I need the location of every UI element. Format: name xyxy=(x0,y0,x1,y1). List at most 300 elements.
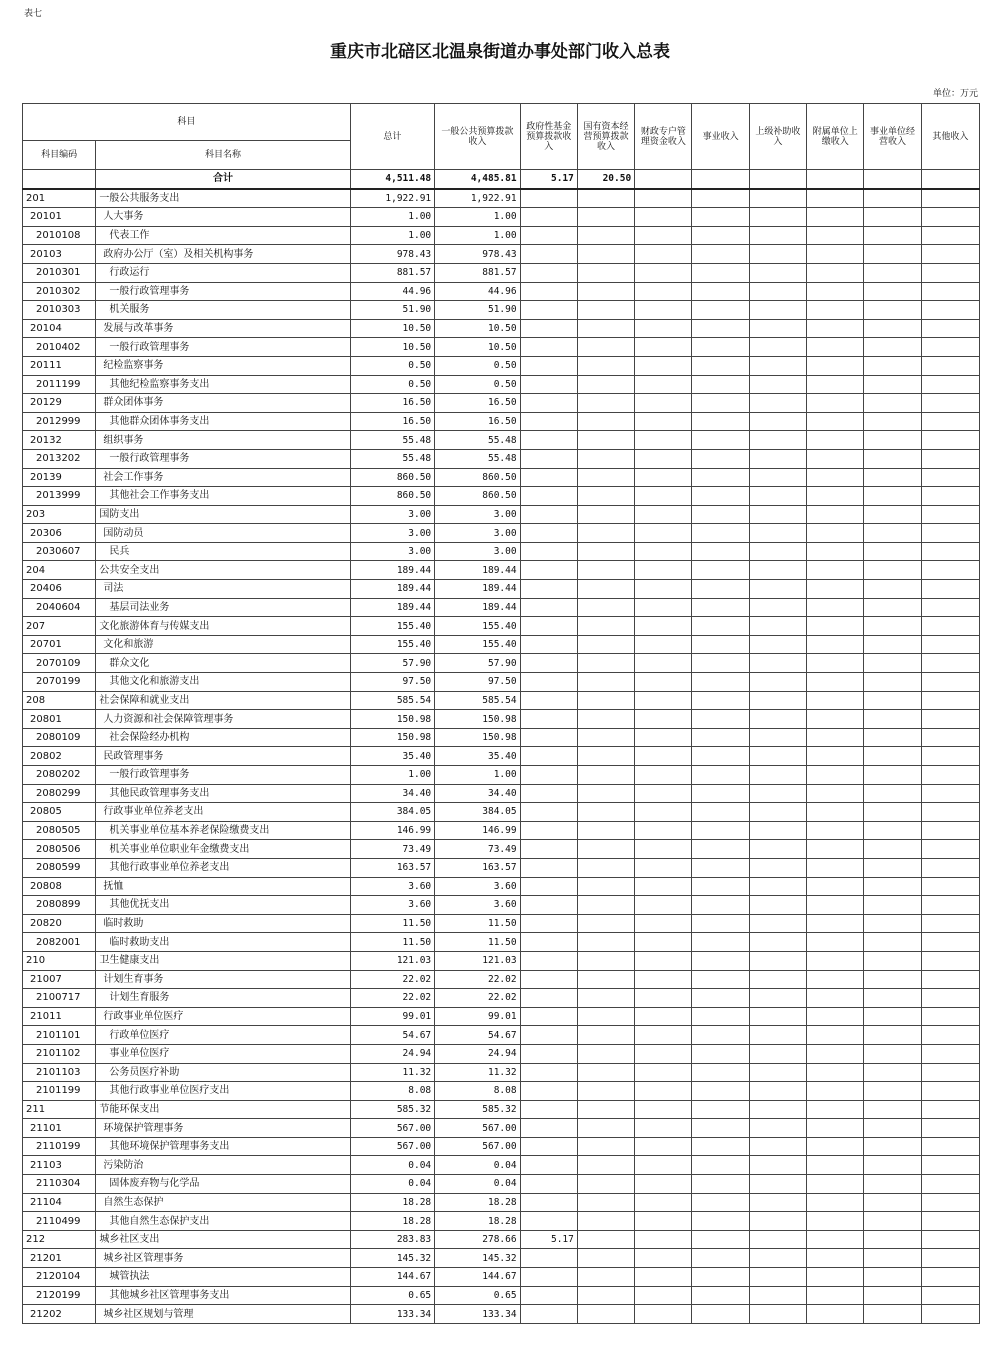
table-row xyxy=(23,728,980,747)
empty-cell xyxy=(577,914,634,933)
empty-cell xyxy=(807,431,864,450)
empty-cell xyxy=(749,933,806,952)
general-budget-cell: 22.02 xyxy=(435,989,520,1008)
total-cell: 283.83 xyxy=(350,1230,434,1249)
total-cell: 189.44 xyxy=(350,598,434,617)
empty-cell xyxy=(577,226,634,245)
subject-code-cell: 20103 xyxy=(23,245,96,264)
subject-name-cell: 民兵 xyxy=(96,542,350,561)
subject-name-cell: 计划生育服务 xyxy=(96,989,350,1008)
empty-cell xyxy=(807,747,864,766)
subject-name-cell: 国防动员 xyxy=(96,524,350,543)
empty-cell xyxy=(749,1268,806,1287)
table-row xyxy=(23,561,980,580)
empty-cell xyxy=(807,728,864,747)
gov-fund-cell xyxy=(520,654,577,673)
total-cell: 133.34 xyxy=(350,1305,434,1324)
general-budget-cell: 73.49 xyxy=(435,840,520,859)
general-budget-cell: 0.65 xyxy=(435,1286,520,1305)
empty-cell xyxy=(577,356,634,375)
empty-cell xyxy=(807,1137,864,1156)
subject-code-cell: 20808 xyxy=(23,877,96,896)
header-state-capital: 国有资本经营预算拨款收入 xyxy=(577,104,634,170)
page-title: 重庆市北碚区北温泉街道办事处部门收入总表 xyxy=(330,42,670,62)
empty-cell xyxy=(864,728,921,747)
empty-cell xyxy=(635,858,692,877)
subject-name-cell: 纪检监察事务 xyxy=(96,356,350,375)
empty-cell xyxy=(692,338,749,357)
total-cell: 1.00 xyxy=(350,208,434,227)
empty-cell xyxy=(864,356,921,375)
general-budget-cell: 10.50 xyxy=(435,338,520,357)
total-cell: 0.04 xyxy=(350,1175,434,1194)
empty-cell xyxy=(864,914,921,933)
empty-cell xyxy=(921,1249,979,1268)
empty-cell xyxy=(577,1212,634,1231)
table-row xyxy=(23,951,980,970)
empty-cell xyxy=(577,673,634,692)
empty-cell xyxy=(864,858,921,877)
empty-cell xyxy=(635,747,692,766)
empty-cell xyxy=(635,691,692,710)
empty-cell xyxy=(635,412,692,431)
gov-fund-cell xyxy=(520,951,577,970)
general-budget-cell: 57.90 xyxy=(435,654,520,673)
general-budget-cell: 11.50 xyxy=(435,914,520,933)
general-budget-cell: 0.50 xyxy=(435,356,520,375)
empty-cell xyxy=(749,970,806,989)
subject-name-cell: 代表工作 xyxy=(96,226,350,245)
subject-name-cell: 节能环保支出 xyxy=(96,1100,350,1119)
subject-code-cell: 2010301 xyxy=(23,263,96,282)
empty-cell xyxy=(692,1175,749,1194)
empty-cell xyxy=(692,673,749,692)
empty-cell xyxy=(807,449,864,468)
empty-cell xyxy=(921,245,979,264)
empty-cell xyxy=(692,1044,749,1063)
total-cell: 150.98 xyxy=(350,710,434,729)
general-budget-cell: 163.57 xyxy=(435,858,520,877)
empty-cell xyxy=(864,617,921,636)
total-cell: 189.44 xyxy=(350,561,434,580)
empty-cell xyxy=(807,784,864,803)
empty-cell xyxy=(577,524,634,543)
empty-cell xyxy=(921,877,979,896)
subject-name-cell: 基层司法业务 xyxy=(96,598,350,617)
empty-cell xyxy=(749,1212,806,1231)
empty-cell xyxy=(577,1175,634,1194)
gov-fund-cell xyxy=(520,468,577,487)
table-row xyxy=(23,338,980,357)
gov-fund-cell xyxy=(520,989,577,1008)
empty-cell xyxy=(864,561,921,580)
table-row xyxy=(23,1137,980,1156)
empty-cell xyxy=(692,617,749,636)
empty-cell xyxy=(577,617,634,636)
total-cell: 0.50 xyxy=(350,356,434,375)
empty-cell xyxy=(749,1286,806,1305)
empty-cell xyxy=(577,691,634,710)
empty-cell xyxy=(921,747,979,766)
subject-code-cell: 2070109 xyxy=(23,654,96,673)
general-budget-cell: 54.67 xyxy=(435,1026,520,1045)
subject-name-cell: 一般行政管理事务 xyxy=(96,338,350,357)
empty-cell xyxy=(577,1082,634,1101)
empty-cell xyxy=(921,933,979,952)
subject-code-cell: 208 xyxy=(23,691,96,710)
empty-cell xyxy=(692,394,749,413)
gov-fund-cell xyxy=(520,1044,577,1063)
empty-cell xyxy=(921,1026,979,1045)
subject-code-cell: 20129 xyxy=(23,394,96,413)
subject-name-cell: 国防支出 xyxy=(96,505,350,524)
gov-fund-cell xyxy=(520,598,577,617)
subject-name-cell: 文化旅游体育与传媒支出 xyxy=(96,617,350,636)
subject-code-cell: 2080505 xyxy=(23,821,96,840)
total-cell: 10.50 xyxy=(350,319,434,338)
subject-name-cell: 社会工作事务 xyxy=(96,468,350,487)
empty-cell xyxy=(807,580,864,599)
empty-cell xyxy=(807,635,864,654)
empty-cell xyxy=(577,319,634,338)
empty-cell xyxy=(864,1100,921,1119)
empty-cell xyxy=(807,766,864,785)
empty-cell xyxy=(749,189,806,208)
table-row xyxy=(23,208,980,227)
subject-name-cell: 一般行政管理事务 xyxy=(96,282,350,301)
empty-cell xyxy=(577,505,634,524)
total-cell: 0.50 xyxy=(350,375,434,394)
header-code: 科目编码 xyxy=(23,141,96,170)
empty-cell xyxy=(864,1156,921,1175)
subject-name-cell: 行政单位医疗 xyxy=(96,1026,350,1045)
empty-cell xyxy=(692,356,749,375)
total-cell: 18.28 xyxy=(350,1193,434,1212)
empty-cell xyxy=(635,1193,692,1212)
empty-cell xyxy=(749,1044,806,1063)
total-cell: 57.90 xyxy=(350,654,434,673)
empty-cell xyxy=(921,301,979,320)
empty-cell xyxy=(807,542,864,561)
empty-cell xyxy=(807,189,864,208)
empty-cell xyxy=(635,319,692,338)
general-budget-cell: 8.08 xyxy=(435,1082,520,1101)
empty-cell xyxy=(807,1100,864,1119)
general-budget-cell: 22.02 xyxy=(435,970,520,989)
subject-code-cell: 20104 xyxy=(23,319,96,338)
empty-cell xyxy=(692,1305,749,1324)
subject-name-cell: 其他纪检监察事务支出 xyxy=(96,375,350,394)
empty-cell xyxy=(577,189,634,208)
empty-cell xyxy=(749,840,806,859)
empty-cell xyxy=(807,263,864,282)
table-row xyxy=(23,375,980,394)
empty-cell xyxy=(635,282,692,301)
subject-name-cell: 其他环境保护管理事务支出 xyxy=(96,1137,350,1156)
general-budget-cell: 121.03 xyxy=(435,951,520,970)
empty-cell xyxy=(749,747,806,766)
empty-cell xyxy=(577,263,634,282)
empty-cell xyxy=(749,803,806,822)
table-row xyxy=(23,1082,980,1101)
total-gov-fund: 5.17 xyxy=(520,170,577,189)
subject-name-cell: 临时救助支出 xyxy=(96,933,350,952)
empty-cell xyxy=(921,1212,979,1231)
general-budget-cell: 3.00 xyxy=(435,524,520,543)
empty-cell xyxy=(577,803,634,822)
empty-cell xyxy=(692,1212,749,1231)
gov-fund-cell xyxy=(520,691,577,710)
table-row xyxy=(23,803,980,822)
empty-cell xyxy=(692,970,749,989)
empty-cell xyxy=(577,580,634,599)
empty-cell xyxy=(635,896,692,915)
gov-fund-cell xyxy=(520,803,577,822)
empty-cell xyxy=(577,338,634,357)
empty-cell xyxy=(635,226,692,245)
empty-cell xyxy=(692,170,749,189)
general-budget-cell: 155.40 xyxy=(435,617,520,636)
empty-cell xyxy=(921,189,979,208)
total-cell: 16.50 xyxy=(350,394,434,413)
subject-code-cell: 2101101 xyxy=(23,1026,96,1045)
empty-cell xyxy=(692,1286,749,1305)
general-budget-cell: 51.90 xyxy=(435,301,520,320)
empty-cell xyxy=(749,766,806,785)
empty-cell xyxy=(864,170,921,189)
empty-cell xyxy=(807,896,864,915)
empty-cell xyxy=(807,208,864,227)
empty-cell xyxy=(807,1249,864,1268)
empty-cell xyxy=(864,208,921,227)
header-total: 总计 xyxy=(350,104,434,170)
subject-name-cell: 行政运行 xyxy=(96,263,350,282)
general-budget-cell: 189.44 xyxy=(435,561,520,580)
total-cell: 0.65 xyxy=(350,1286,434,1305)
empty-cell xyxy=(921,394,979,413)
gov-fund-cell xyxy=(520,1026,577,1045)
total-cell: 121.03 xyxy=(350,951,434,970)
table-row xyxy=(23,487,980,506)
subject-code-cell: 210 xyxy=(23,951,96,970)
table-row xyxy=(23,1119,980,1138)
empty-cell xyxy=(864,951,921,970)
subject-code-cell: 20101 xyxy=(23,208,96,227)
gov-fund-cell xyxy=(520,933,577,952)
empty-cell xyxy=(635,840,692,859)
empty-cell xyxy=(921,319,979,338)
empty-cell xyxy=(635,1156,692,1175)
empty-cell xyxy=(749,356,806,375)
empty-cell xyxy=(692,877,749,896)
total-cell: 163.57 xyxy=(350,858,434,877)
gov-fund-cell xyxy=(520,1268,577,1287)
general-budget-cell: 978.43 xyxy=(435,245,520,264)
empty-cell xyxy=(635,1212,692,1231)
subject-code-cell: 2070199 xyxy=(23,673,96,692)
empty-cell xyxy=(577,1268,634,1287)
empty-cell xyxy=(749,301,806,320)
empty-cell xyxy=(921,431,979,450)
table-row xyxy=(23,858,980,877)
empty-cell xyxy=(577,1193,634,1212)
empty-cell xyxy=(864,840,921,859)
gov-fund-cell xyxy=(520,728,577,747)
subject-code-cell: 20139 xyxy=(23,468,96,487)
empty-cell xyxy=(921,468,979,487)
general-budget-cell: 34.40 xyxy=(435,784,520,803)
subject-name-cell: 人力资源和社会保障管理事务 xyxy=(96,710,350,729)
empty-cell xyxy=(864,431,921,450)
empty-cell xyxy=(749,394,806,413)
subject-code-cell: 2080899 xyxy=(23,896,96,915)
empty-cell xyxy=(692,747,749,766)
table-number-label: 表七 xyxy=(24,9,43,19)
subject-code-cell: 2101102 xyxy=(23,1044,96,1063)
table-row xyxy=(23,1305,980,1324)
empty-cell xyxy=(692,1156,749,1175)
empty-cell xyxy=(921,375,979,394)
empty-cell xyxy=(807,561,864,580)
subject-code-cell: 2011199 xyxy=(23,375,96,394)
subject-name-cell: 临时救助 xyxy=(96,914,350,933)
empty-cell xyxy=(921,1230,979,1249)
empty-cell xyxy=(749,710,806,729)
general-budget-cell: 0.04 xyxy=(435,1156,520,1175)
empty-cell xyxy=(864,580,921,599)
empty-cell xyxy=(864,282,921,301)
general-budget-cell: 24.94 xyxy=(435,1044,520,1063)
gov-fund-cell xyxy=(520,635,577,654)
general-budget-cell: 189.44 xyxy=(435,580,520,599)
empty-cell xyxy=(577,989,634,1008)
general-budget-cell: 144.67 xyxy=(435,1268,520,1287)
empty-cell xyxy=(921,617,979,636)
empty-cell xyxy=(635,635,692,654)
general-budget-cell: 35.40 xyxy=(435,747,520,766)
subject-name-cell: 公务员医疗补助 xyxy=(96,1063,350,1082)
empty-cell xyxy=(692,821,749,840)
empty-cell xyxy=(577,784,634,803)
header-fiscal-special: 财政专户管理资金收入 xyxy=(635,104,692,170)
header-subject: 科目 xyxy=(23,104,351,141)
header-superior-subsidy: 上级补助收入 xyxy=(749,104,806,170)
total-cell: 22.02 xyxy=(350,989,434,1008)
empty-cell xyxy=(692,654,749,673)
empty-cell xyxy=(921,1044,979,1063)
subject-code-cell: 2030607 xyxy=(23,542,96,561)
gov-fund-cell xyxy=(520,617,577,636)
table-row xyxy=(23,970,980,989)
empty-cell xyxy=(807,598,864,617)
empty-cell xyxy=(864,1193,921,1212)
empty-cell xyxy=(864,1305,921,1324)
total-cell: 8.08 xyxy=(350,1082,434,1101)
empty-cell xyxy=(864,933,921,952)
gov-fund-cell xyxy=(520,673,577,692)
empty-cell xyxy=(692,208,749,227)
empty-cell xyxy=(921,914,979,933)
table-row xyxy=(23,189,980,208)
empty-cell xyxy=(635,170,692,189)
total-cell: 99.01 xyxy=(350,1007,434,1026)
subject-name-cell: 司法 xyxy=(96,580,350,599)
empty-cell xyxy=(807,654,864,673)
table-row xyxy=(23,1100,980,1119)
empty-cell xyxy=(921,896,979,915)
subject-name-cell: 环境保护管理事务 xyxy=(96,1119,350,1138)
empty-cell xyxy=(635,673,692,692)
header-affiliated-unit: 附属单位上缴收入 xyxy=(807,104,864,170)
gov-fund-cell xyxy=(520,710,577,729)
table-row xyxy=(23,449,980,468)
empty-cell xyxy=(807,245,864,264)
subject-name-cell: 一般公共服务支出 xyxy=(96,189,350,208)
total-label: 合计 xyxy=(96,170,350,189)
gov-fund-cell xyxy=(520,747,577,766)
table-row xyxy=(23,580,980,599)
table-row xyxy=(23,747,980,766)
gov-fund-cell xyxy=(520,282,577,301)
table-row xyxy=(23,1286,980,1305)
general-budget-cell: 145.32 xyxy=(435,1249,520,1268)
subject-name-cell: 城乡社区支出 xyxy=(96,1230,350,1249)
gov-fund-cell xyxy=(520,1175,577,1194)
gov-fund-cell xyxy=(520,263,577,282)
empty-cell xyxy=(577,896,634,915)
empty-cell xyxy=(864,1249,921,1268)
subject-name-cell: 城乡社区管理事务 xyxy=(96,1249,350,1268)
empty-cell xyxy=(749,1082,806,1101)
empty-cell xyxy=(635,784,692,803)
general-budget-cell: 278.66 xyxy=(435,1230,520,1249)
empty-cell xyxy=(749,1156,806,1175)
gov-fund-cell xyxy=(520,338,577,357)
empty-cell xyxy=(635,1044,692,1063)
empty-cell xyxy=(577,766,634,785)
empty-cell xyxy=(749,282,806,301)
empty-cell xyxy=(864,394,921,413)
gov-fund-cell xyxy=(520,542,577,561)
empty-cell xyxy=(635,598,692,617)
empty-cell xyxy=(864,803,921,822)
empty-cell xyxy=(577,951,634,970)
empty-cell xyxy=(692,803,749,822)
empty-cell xyxy=(635,505,692,524)
empty-cell xyxy=(749,1100,806,1119)
general-budget-cell: 3.60 xyxy=(435,877,520,896)
empty-cell xyxy=(635,1230,692,1249)
total-cell: 146.99 xyxy=(350,821,434,840)
subject-name-cell: 其他城乡社区管理事务支出 xyxy=(96,1286,350,1305)
empty-cell xyxy=(807,1175,864,1194)
empty-cell xyxy=(921,840,979,859)
table-row xyxy=(23,673,980,692)
subject-name-cell: 发展与改革事务 xyxy=(96,319,350,338)
subject-name-cell: 社会保险经办机构 xyxy=(96,728,350,747)
subject-name-cell: 污染防治 xyxy=(96,1156,350,1175)
empty-cell xyxy=(749,487,806,506)
empty-cell xyxy=(807,858,864,877)
empty-cell xyxy=(749,1305,806,1324)
empty-cell xyxy=(577,487,634,506)
subject-code-cell: 20701 xyxy=(23,635,96,654)
subject-name-cell: 人大事务 xyxy=(96,208,350,227)
empty-cell xyxy=(749,245,806,264)
empty-cell xyxy=(635,617,692,636)
empty-cell xyxy=(749,1137,806,1156)
empty-cell xyxy=(921,1100,979,1119)
